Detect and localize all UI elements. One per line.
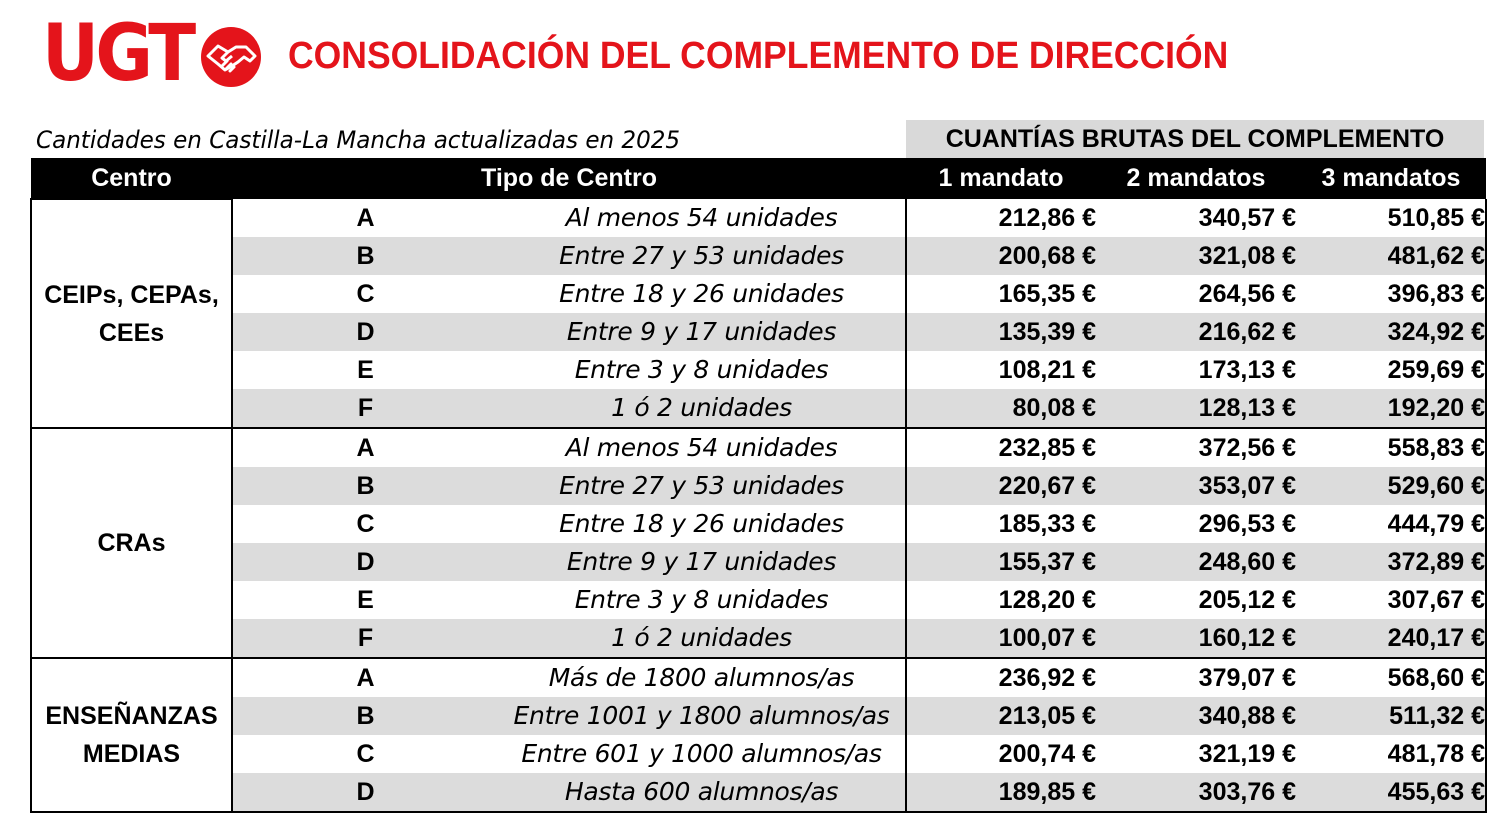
description-cell: Entre 9 y 17 unidades <box>498 543 906 581</box>
category-cell: E <box>232 351 498 389</box>
description-cell: Entre 1001 y 1800 alumnos/as <box>498 697 906 735</box>
header-tipo: Tipo de Centro <box>232 158 906 199</box>
amount-1-mandato: 200,74 € <box>906 735 1096 773</box>
amount-2-mandatos: 296,53 € <box>1198 510 1296 538</box>
amount-2-mandatos: 303,76 € <box>1096 773 1296 812</box>
category-cell: F <box>232 619 498 658</box>
header-2-mandatos: 2 mandatos <box>1096 158 1296 199</box>
category-cell: A <box>232 658 498 697</box>
amount-2-mandatos: 205,12 € <box>1198 586 1296 614</box>
amount-2-mandatos: 340,57 € <box>1198 204 1296 232</box>
amount-1-mandato: 185,33 € <box>906 505 1096 543</box>
header-3-mandatos: 3 mandatos <box>1296 158 1486 199</box>
amount-3-mandatos: 510,85 € <box>1296 199 1486 237</box>
table-row <box>31 658 1486 697</box>
category-cell: D <box>232 773 498 812</box>
document-title: CONSOLIDACIÓN DEL COMPLEMENTO DE DIRECCIÓN <box>288 35 1229 77</box>
description-cell: Entre 9 y 17 unidades <box>498 313 906 351</box>
category-cell: A <box>232 428 498 467</box>
amount-2-mandatos: 379,07 € <box>1096 658 1296 697</box>
amount-3-mandatos: 481,78 € <box>1296 735 1486 773</box>
table-row <box>31 199 1486 237</box>
amount-1-mandato: 135,39 € <box>906 313 1096 351</box>
amount-3-mandatos: 481,62 € <box>1296 237 1486 275</box>
handshake-icon <box>200 26 262 88</box>
category-cell: F <box>232 389 498 428</box>
table-row <box>31 773 1486 812</box>
amount-1-mandato: 100,07 € <box>906 619 1096 658</box>
group-label: ENSEÑANZAS MEDIAS <box>31 658 232 812</box>
amount-1-mandato: 155,37 € <box>906 543 1096 581</box>
group-label: CEIPs, CEPAs, CEEs <box>31 199 232 428</box>
ugt-logo: UGT <box>42 9 193 99</box>
description-cell: Entre 27 y 53 unidades <box>498 237 906 275</box>
complement-table <box>30 158 1487 813</box>
table-row <box>31 389 1486 428</box>
amount-2-mandatos: 216,62 € <box>1096 313 1296 351</box>
amount-1-mandato: 189,85 € <box>906 773 1096 812</box>
amount-1-mandato: 165,35 € <box>906 275 1096 313</box>
amount-3-mandatos: 396,83 € <box>1296 275 1486 313</box>
category-cell: A <box>232 199 498 237</box>
table-header-row <box>31 158 1486 199</box>
amount-2-mandatos: 248,60 € <box>1096 543 1296 581</box>
category-cell: B <box>232 697 498 735</box>
amount-2-mandatos: 173,13 € <box>1198 356 1296 384</box>
group-label: CRAs <box>31 428 232 658</box>
description-cell: 1 ó 2 unidades <box>498 619 906 658</box>
description-cell: Entre 18 y 26 unidades <box>559 509 844 538</box>
header-1-mandato: 1 mandato <box>906 158 1096 199</box>
category-cell: E <box>232 581 498 619</box>
description-cell: Al menos 54 unidades <box>498 428 906 467</box>
category-cell: B <box>232 467 498 505</box>
amount-2-mandatos: 321,19 € <box>1198 740 1296 768</box>
description-cell: Entre 18 y 26 unidades <box>559 279 844 308</box>
category-cell: C <box>232 275 498 313</box>
header-centro: Centro <box>31 158 232 199</box>
description-cell: Entre 601 y 1000 alumnos/as <box>521 739 882 768</box>
category-cell: C <box>232 505 498 543</box>
amount-2-mandatos: 340,88 € <box>1096 697 1296 735</box>
amount-2-mandatos: 128,13 € <box>1096 389 1296 428</box>
table-row <box>31 735 1486 773</box>
subtitle: Cantidades en Castilla-La Mancha actualizadas en 2025 <box>36 126 681 154</box>
amount-3-mandatos: 372,89 € <box>1296 543 1486 581</box>
amount-3-mandatos: 455,63 € <box>1296 773 1486 812</box>
amount-1-mandato: 128,20 € <box>906 581 1096 619</box>
amount-3-mandatos: 192,20 € <box>1296 389 1486 428</box>
table-row <box>31 505 1486 543</box>
category-cell: B <box>232 237 498 275</box>
amount-1-mandato: 200,68 € <box>906 237 1096 275</box>
amount-2-mandatos: 160,12 € <box>1096 619 1296 658</box>
category-cell: D <box>232 313 498 351</box>
description-cell: 1 ó 2 unidades <box>498 389 906 428</box>
table-row <box>31 467 1486 505</box>
description-cell: Entre 3 y 8 unidades <box>574 585 829 614</box>
amount-3-mandatos: 444,79 € <box>1296 505 1486 543</box>
amount-3-mandatos: 324,92 € <box>1296 313 1486 351</box>
description-cell: Entre 3 y 8 unidades <box>574 355 829 384</box>
amount-1-mandato: 220,67 € <box>906 467 1096 505</box>
category-cell: D <box>232 543 498 581</box>
amounts-header: CUANTÍAS BRUTAS DEL COMPLEMENTO <box>906 120 1484 158</box>
amount-1-mandato: 108,21 € <box>906 351 1096 389</box>
table-row <box>31 581 1486 619</box>
amount-2-mandatos: 372,56 € <box>1096 428 1296 467</box>
category-cell: C <box>232 735 498 773</box>
description-cell: Hasta 600 alumnos/as <box>498 773 906 812</box>
table-row <box>31 697 1486 735</box>
table-row <box>31 313 1486 351</box>
table-row <box>31 619 1486 658</box>
amount-1-mandato: 236,92 € <box>906 658 1096 697</box>
amount-1-mandato: 232,85 € <box>906 428 1096 467</box>
table-row <box>31 237 1486 275</box>
table-row <box>31 543 1486 581</box>
description-cell: Más de 1800 alumnos/as <box>498 658 906 697</box>
amount-3-mandatos: 511,32 € <box>1296 697 1486 735</box>
amount-3-mandatos: 259,69 € <box>1296 351 1486 389</box>
description-cell: Al menos 54 unidades <box>565 203 838 232</box>
amount-2-mandatos: 321,08 € <box>1096 237 1296 275</box>
table-row <box>31 428 1486 467</box>
amount-3-mandatos: 240,17 € <box>1296 619 1486 658</box>
amount-3-mandatos: 307,67 € <box>1296 581 1486 619</box>
amount-2-mandatos: 353,07 € <box>1096 467 1296 505</box>
amount-1-mandato: 212,86 € <box>906 199 1096 237</box>
amount-1-mandato: 80,08 € <box>906 389 1096 428</box>
description-cell: Entre 27 y 53 unidades <box>498 467 906 505</box>
amount-3-mandatos: 558,83 € <box>1296 428 1486 467</box>
amount-3-mandatos: 529,60 € <box>1296 467 1486 505</box>
amount-1-mandato: 213,05 € <box>906 697 1096 735</box>
table-row <box>31 275 1486 313</box>
amount-3-mandatos: 568,60 € <box>1296 658 1486 697</box>
amount-2-mandatos: 264,56 € <box>1198 280 1296 308</box>
table-row <box>31 351 1486 389</box>
